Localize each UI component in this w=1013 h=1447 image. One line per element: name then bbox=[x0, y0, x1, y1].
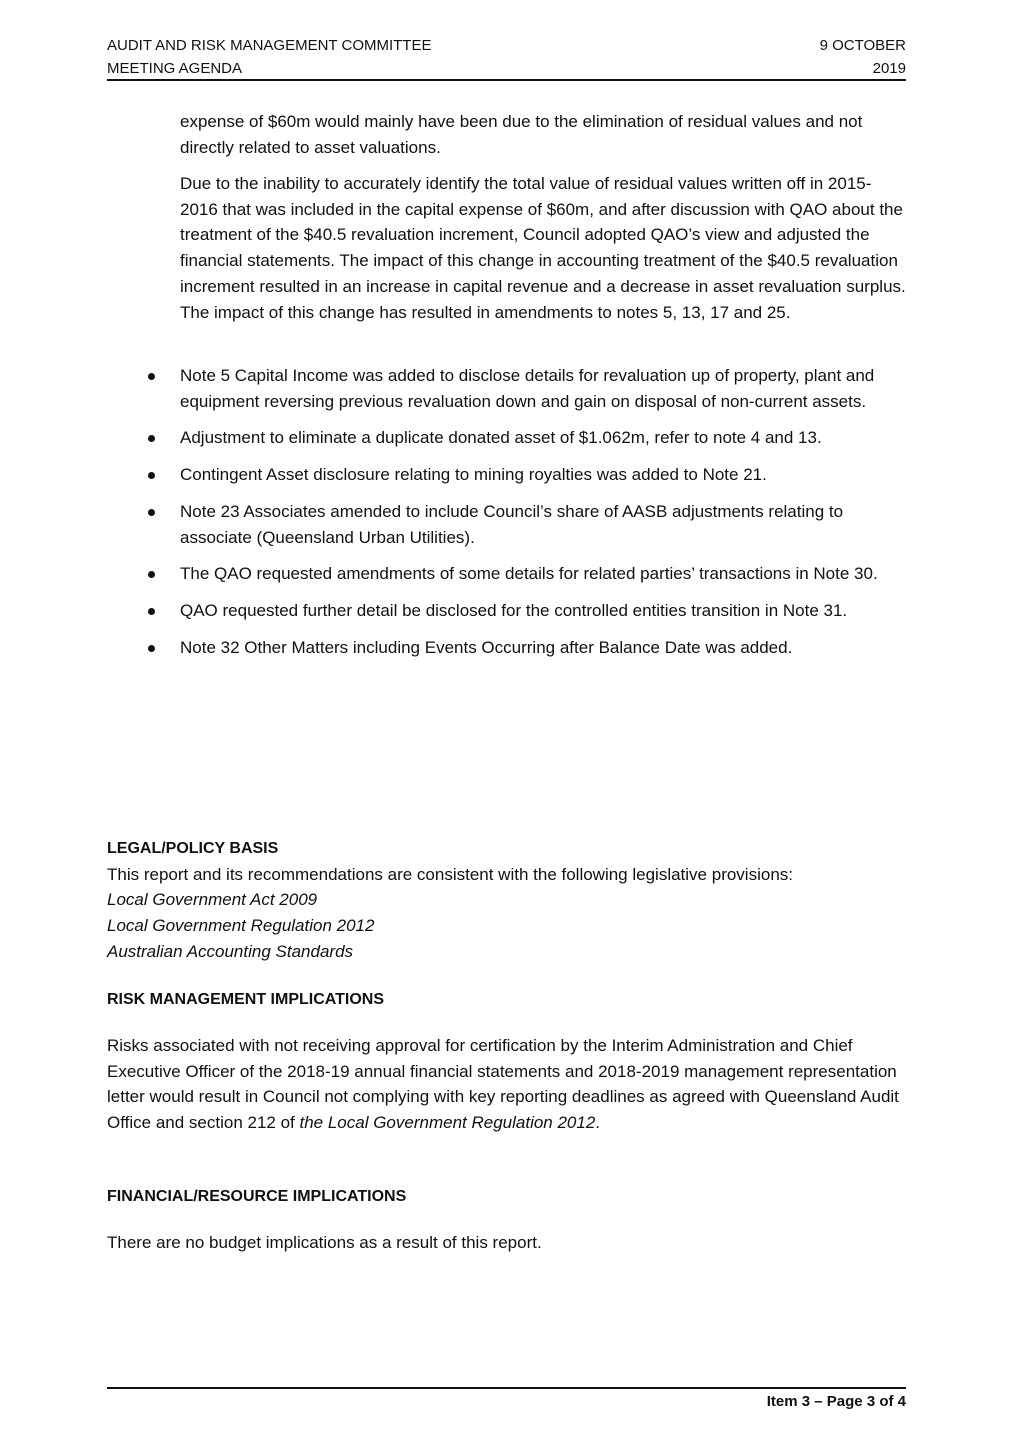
risk-text-end: . bbox=[595, 1113, 601, 1133]
financial-paragraph: There are no budget implications as a result of this report. bbox=[107, 1233, 542, 1252]
meeting-date-line2: 2019 bbox=[872, 60, 906, 77]
list-item bbox=[107, 499, 908, 550]
committee-title-line1: AUDIT AND RISK MANAGEMENT COMMITTEE bbox=[107, 37, 432, 54]
meeting-date-line1: 9 OCTOBER bbox=[819, 37, 906, 54]
risk-text-italic: the Local Government Regulation 2012 bbox=[299, 1113, 596, 1133]
legislation-item: Local Government Regulation 2012 bbox=[107, 916, 375, 936]
risk-paragraph bbox=[107, 1033, 908, 1136]
list-item-text: Note 5 Capital Income was added to disclose details for revaluation up of property, plant and equipment reversing previous revaluation down and gain on disposal of non-current assets. bbox=[180, 366, 875, 411]
bullet-icon bbox=[148, 645, 155, 652]
list-item-text: Note 23 Associates amended to include Council’s share of AASB adjustments relating to associate (Queensland Urban Utilities). bbox=[180, 501, 844, 547]
list-item bbox=[107, 425, 908, 451]
page-number: Item 3 – Page 3 of 4 bbox=[766, 1393, 906, 1410]
legal-policy-intro: This report and its recommendations are consistent with the following legislative provisions: bbox=[107, 864, 793, 884]
bullet-icon bbox=[148, 435, 155, 442]
financial-heading: FINANCIAL/RESOURCE IMPLICATIONS bbox=[107, 1188, 407, 1205]
bullet-icon bbox=[148, 608, 155, 615]
list-item-text: QAO requested further detail be disclosed for the controlled entities transition in Note 31. bbox=[180, 600, 848, 620]
list-item bbox=[107, 635, 908, 661]
list-item bbox=[107, 561, 908, 587]
legal-policy-section bbox=[107, 836, 908, 965]
continuation-paragraph-1: expense of $60m would mainly have been due to the elimination of residual values and not directly related to asset valuations. bbox=[180, 112, 863, 157]
meeting-date bbox=[820, 34, 906, 80]
footer-divider bbox=[107, 1387, 906, 1389]
header-divider bbox=[107, 79, 906, 81]
risk-heading: RISK MANAGEMENT IMPLICATIONS bbox=[107, 991, 385, 1008]
list-item-text: Adjustment to eliminate a duplicate donated asset of $1.062m, refer to note 4 and 13. bbox=[180, 428, 822, 448]
committee-title-line2: MEETING AGENDA bbox=[107, 60, 243, 77]
continuation-paragraph-2: Due to the inability to accurately identify the total value of residual values written off in 2015-2016 that was included in the capital expense of $60m, and after discussion with QAO about the treatment of the $40.5 revaluation increment, Council adopted QAO’s view and adjusted the financial statements. The impact of this change in accounting treatment of the $40.5 revaluation increment resulted in an increase in capital revenue and a decrease in asset revaluation surplus. The impact of this change has resulted in amendments to notes 5, 13, 17 and 25. bbox=[180, 174, 906, 322]
list-item bbox=[107, 363, 908, 414]
legislation-item: Australian Accounting Standards bbox=[107, 941, 354, 961]
list-item-text: Contingent Asset disclosure relating to mining royalties was added to Note 21. bbox=[180, 465, 767, 485]
committee-title bbox=[107, 34, 431, 80]
bullet-icon bbox=[148, 571, 155, 578]
risk-text: Risks associated with not receiving approval for certification by the Interim Administration and Chief Executive Officer of the 2018-19 annual financial statements and 2018-2019 management representation letter would result in Council not complying with key reporting deadlines as agreed with Queensland Audit Office and section 212 of bbox=[107, 1036, 899, 1133]
list-item-text: Note 32 Other Matters including Events Occurring after Balance Date was added. bbox=[180, 637, 793, 657]
list-item bbox=[107, 462, 908, 488]
bullet-icon bbox=[148, 472, 155, 479]
changes-bullet-list bbox=[107, 363, 908, 671]
list-item bbox=[107, 598, 908, 624]
legal-policy-heading: LEGAL/POLICY BASIS bbox=[107, 840, 279, 857]
legislation-item: Local Government Act 2009 bbox=[107, 890, 318, 910]
bullet-icon bbox=[148, 373, 155, 380]
bullet-icon bbox=[148, 509, 155, 516]
list-item-text: The QAO requested amendments of some details for related parties’ transactions in Note 30. bbox=[180, 564, 878, 584]
